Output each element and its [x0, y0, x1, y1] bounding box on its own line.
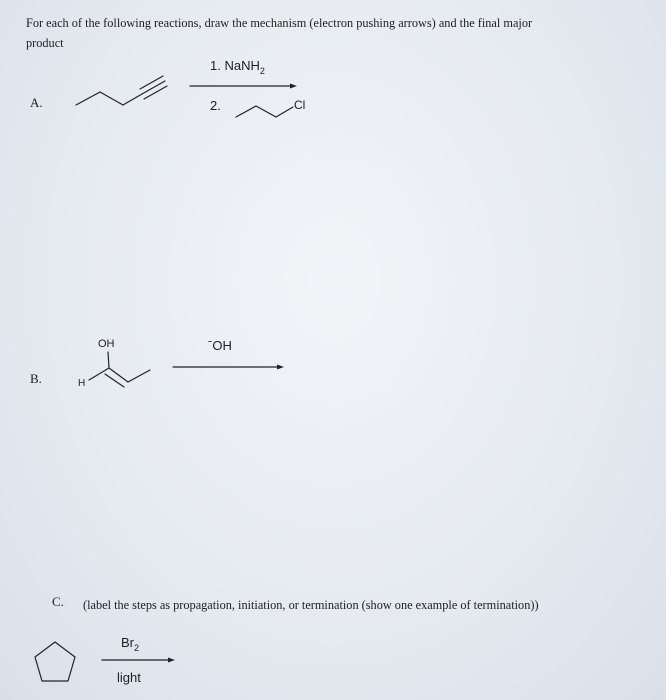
reaction-a-step-2-number: 2. — [210, 98, 221, 113]
reaction-b-hydroxyl-label: OH — [98, 338, 115, 350]
reaction-a-chloropropane-structure — [236, 106, 293, 117]
reaction-c-cyclopentane-structure — [35, 642, 75, 681]
reaction-a-label: A. — [30, 95, 43, 110]
reaction-c-arrow — [102, 658, 175, 663]
reaction-c-condition-light: light — [117, 670, 141, 685]
reaction-a-step-1-number: 1. — [210, 58, 221, 73]
reaction-b-hydrogen-label: H — [78, 378, 86, 389]
reaction-b-reagent-hydroxide: ˉOH — [208, 338, 232, 353]
prompt-line-1: For each of the following reactions, draw the mechanism (electron pushing arrows) and the final major — [26, 16, 533, 30]
reaction-a-chlorine-atom: Cl — [294, 98, 306, 112]
reaction-b-arrow — [173, 365, 284, 370]
reaction-b-enol-structure — [89, 352, 150, 387]
reaction-c-instruction: (label the steps as propagation, initiation, or termination (show one example of termination)) — [83, 598, 539, 612]
reaction-a-arrow — [190, 84, 297, 89]
prompt-line-2: product — [26, 36, 64, 50]
reaction-a-alkyne-structure — [76, 76, 167, 105]
reaction-c-label: C. — [52, 594, 64, 609]
reaction-a-nanh-text: NaNH — [224, 58, 260, 73]
reaction-a-reagent-1 — [210, 58, 265, 76]
reaction-c-br-text: Br — [121, 635, 134, 650]
reaction-a-nanh-subscript: 2 — [259, 66, 265, 76]
reaction-c-br-subscript: 2 — [134, 643, 140, 653]
reaction-b-label: B. — [30, 371, 42, 386]
reaction-c-reagent-bromine — [121, 635, 140, 653]
